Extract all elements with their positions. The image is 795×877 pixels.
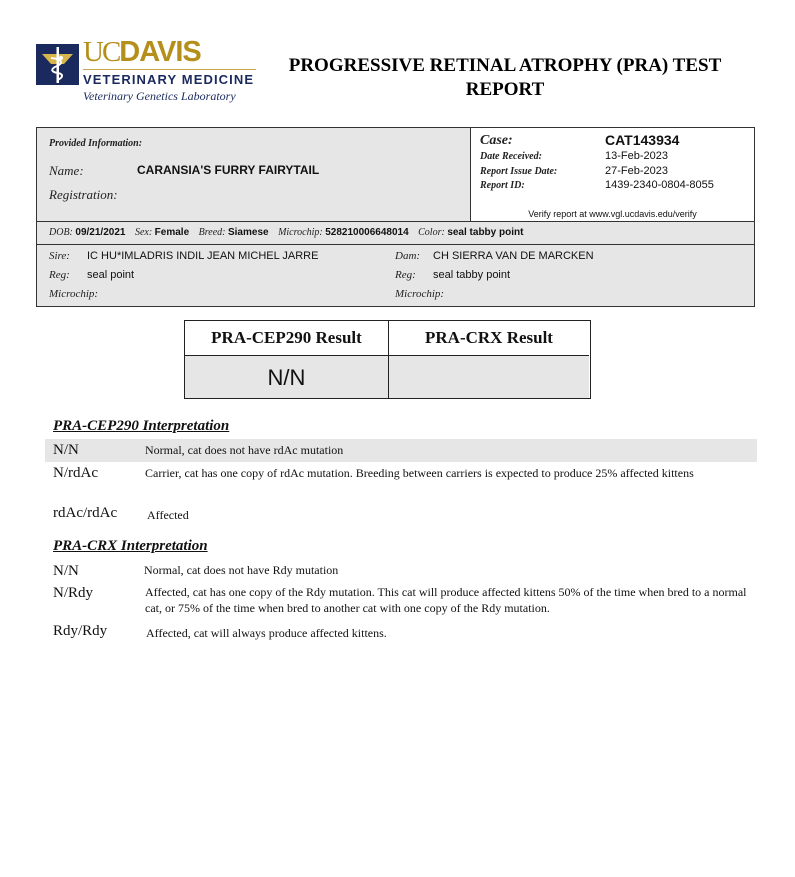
genotype-description: Affected, cat will always produce affected kittens. — [146, 626, 387, 640]
microchip-label: Microchip: — [278, 227, 323, 238]
dam-reg-value: seal tabby point — [433, 269, 511, 281]
logo-lab-name: Veterinary Genetics Laboratory — [83, 89, 236, 103]
logo-uc: UC — [83, 36, 120, 68]
case-label: Case: — [480, 133, 513, 148]
provided-information — [37, 128, 471, 221]
dob-value: 09/21/2021 — [75, 227, 126, 238]
cep290-interpretation-row — [45, 462, 757, 500]
report-title-line1: PROGRESSIVE RETINAL ATROPHY (PRA) TEST — [288, 55, 722, 76]
genotype: rdAc/rdAc — [53, 505, 118, 521]
dam-microchip-label: Microchip: — [395, 288, 445, 300]
name-value: CARANSIA'S FURRY FAIRYTAIL — [137, 163, 320, 177]
genotype: Rdy/Rdy — [53, 623, 108, 639]
sex-value: Female — [154, 227, 190, 238]
animal-info-panel — [36, 127, 755, 307]
crx-interpretation-row — [45, 622, 757, 644]
color-value: seal tabby point — [447, 227, 524, 238]
date-received-value: 13-Feb-2023 — [605, 150, 668, 162]
sire-reg-value: seal point — [87, 269, 135, 281]
sex-label: Sex: — [134, 227, 153, 238]
sire-reg-label: Reg: — [49, 269, 70, 281]
breed-value: Siamese — [227, 227, 269, 238]
name-label: Name: — [49, 163, 84, 178]
parents-row — [37, 245, 754, 306]
crx-interpretation-row — [45, 581, 757, 621]
case-number: CAT143934 — [605, 132, 680, 148]
registration-label: Registration: — [49, 187, 118, 202]
issue-date-label: Report Issue Date: — [480, 166, 558, 177]
report-id-value: 1439-2340-0804-8055 — [605, 179, 714, 191]
genotype: N/N — [53, 563, 79, 579]
genotype-description: Affected, cat has one copy of the Rdy mutation. This cat will produce affected kittens 50% of the time when bred to a normal cat, or 75% of the time when bred to another cat with one copy of the Rdy mutation. — [145, 585, 747, 615]
cep290-result-value: N/N — [185, 355, 388, 398]
provided-information-heading: Provided Information: — [49, 138, 143, 149]
date-received-label: Date Received: — [480, 151, 542, 162]
animal-details-row — [37, 221, 754, 245]
caduceus-icon — [36, 44, 79, 85]
dam-label: Dam: — [395, 250, 421, 262]
breed-label: Breed: — [198, 227, 226, 238]
crx-interpretation-row — [45, 559, 757, 581]
dam-reg-label: Reg: — [395, 269, 416, 281]
sire-microchip-label: Microchip: — [49, 288, 99, 300]
results-table — [184, 320, 591, 399]
logo-divider — [83, 69, 256, 70]
report-id-label: Report ID: — [480, 180, 525, 191]
report-title-line2: REPORT — [465, 79, 545, 100]
logo-school-name: VETERINARY MEDICINE — [83, 72, 255, 87]
cep290-result-header: PRA-CEP290 Result — [185, 321, 388, 355]
ucdavis-wordmark — [83, 38, 201, 67]
cep290-interpretation-row — [45, 439, 757, 462]
cep290-interpretation-row — [45, 502, 757, 525]
report-title — [270, 54, 740, 102]
genotype: N/rdAc — [53, 465, 98, 481]
crx-result-value — [388, 355, 589, 398]
case-details — [471, 128, 754, 221]
crx-result-header: PRA-CRX Result — [388, 321, 589, 355]
ucdavis-vet-logo — [36, 36, 261, 106]
genotype-description: Normal, cat does not have Rdy mutation — [144, 563, 339, 577]
dam-value: CH SIERRA VAN DE MARCKEN — [433, 250, 594, 262]
genotype: N/N — [53, 442, 79, 458]
logo-davis: DAVIS — [119, 36, 201, 68]
genotype-description: Affected — [147, 508, 189, 522]
dob-label: DOB: — [49, 227, 73, 238]
sire-value: IC HU*IMLADRIS INDIL JEAN MICHEL JARRE — [87, 250, 319, 262]
sire-label: Sire: — [49, 250, 70, 262]
color-label: Color: — [418, 227, 445, 238]
genotype: N/Rdy — [53, 585, 94, 601]
microchip-value: 528210006648014 — [325, 227, 409, 238]
genotype-description: Carrier, cat has one copy of rdAc mutation. Breeding between carriers is expected to produce 25% affected kittens — [145, 466, 694, 480]
cep290-interpretation-title: PRA-CEP290 Interpretation — [53, 418, 230, 434]
issue-date-value: 27-Feb-2023 — [605, 165, 668, 177]
genotype-description: Normal, cat does not have rdAc mutation — [145, 443, 344, 457]
crx-interpretation-title: PRA-CRX Interpretation — [53, 538, 208, 554]
verify-link[interactable]: Verify report at www.vgl.ucdavis.edu/verify — [528, 209, 697, 219]
